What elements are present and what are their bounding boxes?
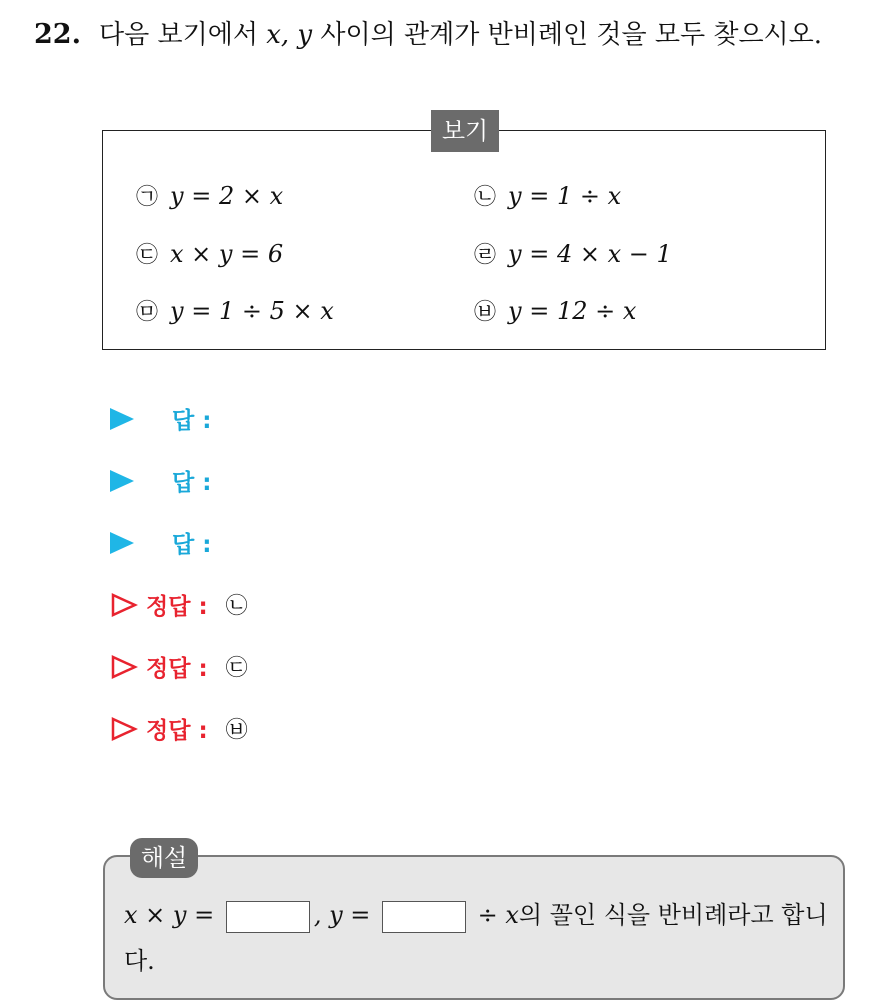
bogi-item-4 <box>474 238 672 269</box>
answer-line-1[interactable] <box>110 402 211 435</box>
exp-part1: x × y = <box>124 901 222 929</box>
blank-box-1[interactable] <box>226 901 310 933</box>
exp-part4: 의 꼴인 식을 반비례라고 합니다. <box>124 901 828 975</box>
question-title <box>34 14 822 51</box>
item-mark: ㉢ <box>136 243 159 268</box>
item-expr: y = 4 × x − 1 <box>508 240 672 268</box>
item-expr: y = 1 ÷ 5 × x <box>170 297 334 325</box>
item-mark: ㉡ <box>474 185 497 210</box>
answer-label: 답 : <box>172 408 212 434</box>
item-mark: ㉠ <box>136 185 159 210</box>
correct-label: 정답 : <box>146 718 208 744</box>
correct-answer-1 <box>110 588 248 621</box>
question-text-before: 다음 보기에서 <box>98 20 267 50</box>
triangle-outline-icon <box>110 716 138 742</box>
item-expr: y = 2 × x <box>170 182 284 210</box>
triangle-outline-icon <box>110 654 138 680</box>
bogi-label: 보기 <box>431 110 499 152</box>
answer-label: 답 : <box>172 532 212 558</box>
correct-value: ㉢ <box>225 656 248 681</box>
correct-label: 정답 : <box>146 594 208 620</box>
triangle-filled-icon <box>110 470 134 492</box>
triangle-outline-icon <box>110 592 138 618</box>
bogi-item-5 <box>136 295 334 326</box>
item-expr: x × y = 6 <box>170 240 284 268</box>
exp-part2: , y = <box>313 901 379 929</box>
bogi-item-6 <box>474 295 636 326</box>
explanation-label: 해설 <box>130 838 198 878</box>
item-mark: ㉤ <box>136 300 159 325</box>
answer-line-3[interactable] <box>110 526 211 559</box>
question-text-after: 사이의 관계가 반비례인 것을 모두 찾으시오. <box>312 20 823 50</box>
bogi-item-3 <box>136 238 283 269</box>
exp-part3: ÷ x <box>470 901 519 929</box>
blank-box-2[interactable] <box>382 901 466 933</box>
correct-value: ㉡ <box>225 594 248 619</box>
item-expr: y = 12 ÷ x <box>508 297 637 325</box>
triangle-filled-icon <box>110 532 134 554</box>
bogi-item-2 <box>474 180 621 211</box>
bogi-item-1 <box>136 180 283 211</box>
answer-label: 답 : <box>172 470 212 496</box>
triangle-filled-icon <box>110 408 134 430</box>
question-variables: x, y <box>266 20 313 50</box>
item-expr: y = 1 ÷ x <box>508 182 622 210</box>
answer-line-2[interactable] <box>110 464 211 497</box>
explanation-text <box>124 892 836 984</box>
item-mark: ㉣ <box>474 243 497 268</box>
correct-answer-2 <box>110 650 248 683</box>
question-number: 22. <box>34 19 81 50</box>
item-mark: ㉥ <box>474 300 497 325</box>
correct-value: ㉥ <box>225 718 248 743</box>
correct-answer-3 <box>110 712 248 745</box>
correct-label: 정답 : <box>146 656 208 682</box>
